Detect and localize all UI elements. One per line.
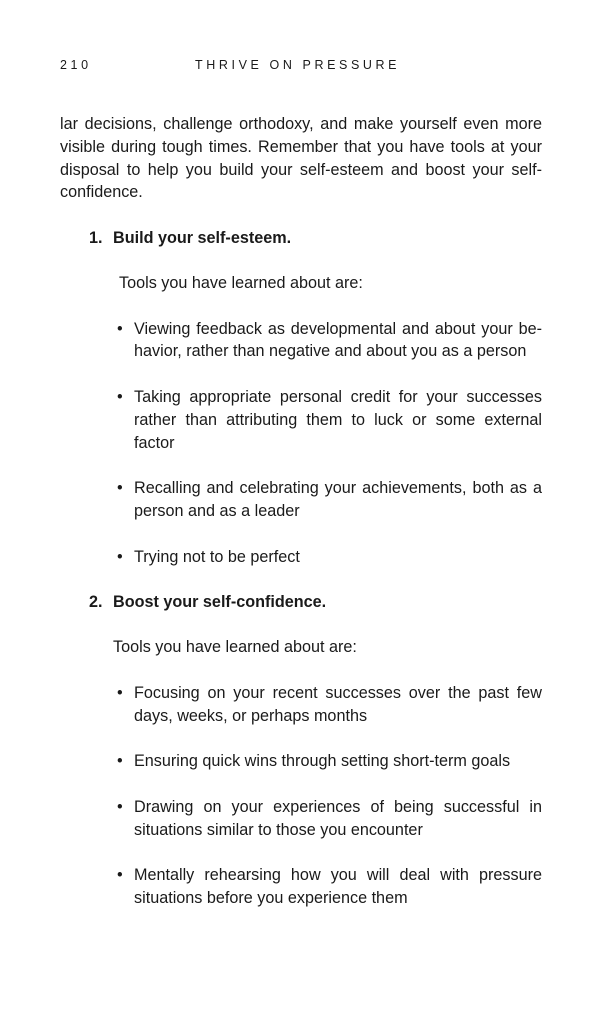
intro-paragraph: lar decisions, challenge orthodoxy, and make yourself even more visible during tough times. Remember that you have tools at your disposal to help you build your self-esteem and boost your self-confidence.	[60, 115, 542, 202]
bullet-icon: •	[117, 387, 123, 406]
list-item	[60, 750, 542, 773]
list-item-text: Recalling and celebrating your achievements, both as a person and as a leader	[134, 479, 542, 520]
list-item-text: Ensuring quick wins through setting short-term goals	[134, 752, 511, 771]
section-heading-text: Build your self-esteem.	[113, 229, 292, 248]
list-item	[60, 386, 542, 454]
list-item	[60, 318, 542, 364]
list-item-text: Mentally rehearsing how you will deal with pressure situations before you experience them	[134, 866, 542, 907]
bullet-icon: •	[117, 683, 123, 702]
list-item	[60, 796, 542, 842]
bullet-icon: •	[117, 479, 123, 498]
section-boost-self-confidence	[60, 591, 542, 909]
bullet-icon: •	[117, 866, 123, 885]
list-item	[60, 477, 542, 523]
bullet-icon: •	[117, 752, 123, 771]
page-body	[60, 113, 542, 910]
running-head	[60, 57, 542, 73]
section-heading	[89, 227, 542, 250]
bullet-list	[60, 682, 542, 910]
bullet-icon: •	[117, 319, 123, 338]
list-item	[60, 864, 542, 910]
section-heading	[89, 591, 542, 614]
list-item	[60, 546, 542, 569]
bullet-icon: •	[117, 797, 123, 816]
book-title: THRIVE ON PRESSURE	[195, 58, 401, 72]
list-item-text: Trying not to be perfect	[134, 547, 300, 566]
tools-label: Tools you have learned about are:	[119, 273, 363, 292]
list-item-text: Viewing feedback as developmental and about your be-havior, rather than negative and about you as a person	[134, 319, 542, 361]
section-number: 2.	[89, 593, 103, 612]
list-item-text: Drawing on your experiences of being successful in situations similar to those you encounter	[134, 797, 542, 839]
bullet-icon: •	[117, 547, 123, 566]
section-number: 1.	[89, 229, 103, 248]
section-heading-text: Boost your self-confidence.	[113, 593, 327, 612]
section-build-self-esteem	[60, 227, 542, 568]
list-item-text: Taking appropriate personal credit for your successes rather than attributing them to luck or some external factor	[134, 387, 542, 452]
list-item	[60, 682, 542, 728]
tools-label: Tools you have learned about are:	[113, 638, 357, 657]
list-item-text: Focusing on your recent successes over the past few days, weeks, or perhaps months	[134, 683, 542, 725]
bullet-list	[60, 318, 542, 569]
page-number: 210	[60, 58, 92, 72]
